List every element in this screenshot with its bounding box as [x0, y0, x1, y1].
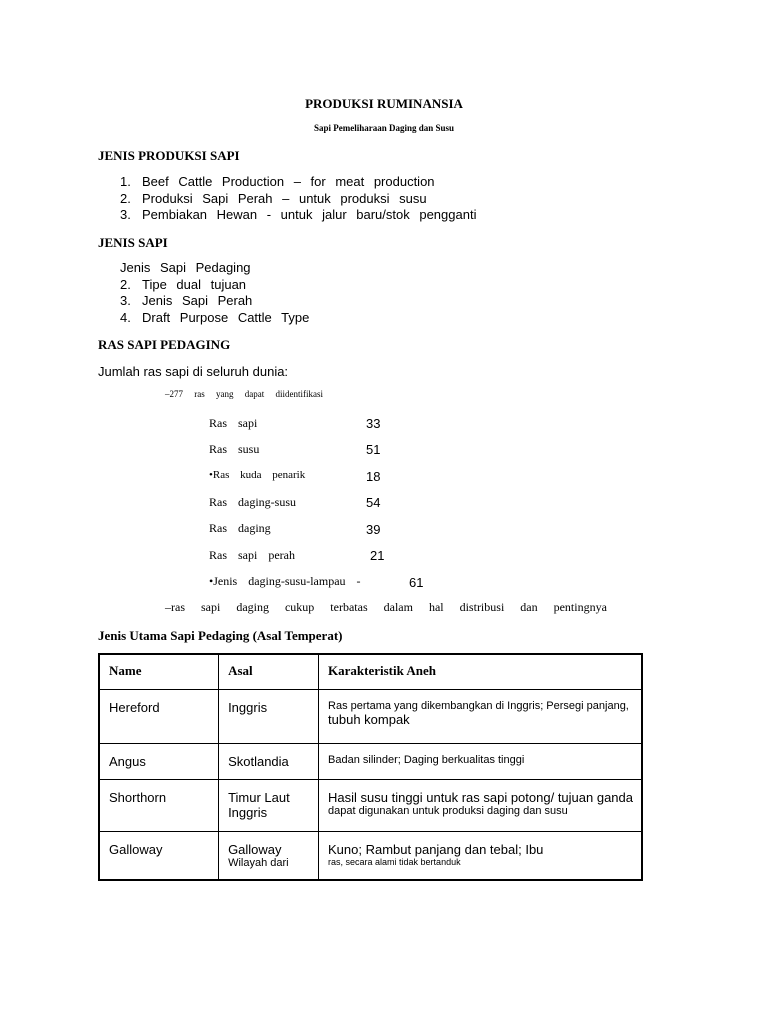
document-title: PRODUKSI RUMINANSIA — [305, 96, 463, 111]
list-item: 2. Produksi Sapi Perah – untuk produksi susu — [120, 190, 427, 206]
list-item: 3. Pembiakan Hewan - untuk jalur baru/stok pengganti — [120, 207, 477, 222]
column-header-origin: Asal — [219, 654, 319, 690]
section-heading-table: Jenis Utama Sapi Pedaging (Asal Temperat) — [98, 628, 343, 643]
breed-label: •Jenis daging-susu-lampau - — [209, 574, 361, 588]
cell-origin: Skotlandia — [219, 744, 319, 780]
breed-count: 54 — [366, 495, 381, 510]
jenis-list — [120, 260, 309, 326]
cell-traits: Ras pertama yang dikembangkan di Inggris; Persegi panjang, tubuh kompak — [319, 690, 642, 744]
list-item: 2. Tipe dual tujuan — [120, 276, 247, 292]
breed-count: 18 — [366, 469, 381, 484]
table-row — [99, 690, 642, 744]
section-heading-produksi: JENIS PRODUKSI SAPI — [98, 148, 240, 163]
table-row — [99, 780, 642, 832]
ras-note: –ras sapi daging cukup terbatas dalam hal distribusi dan pentingnya — [165, 600, 607, 614]
list-item: 3. Jenis Sapi Perah — [120, 293, 253, 308]
cell-name: Hereford — [99, 690, 219, 744]
produksi-list — [120, 174, 476, 224]
cell-traits: Badan silinder; Daging berkualitas tinggi — [319, 744, 642, 780]
document-subtitle: Sapi Pemeliharaan Daging dan Susu — [313, 123, 455, 133]
list-item: 4. Draft Purpose Cattle Type — [120, 309, 310, 325]
column-header-traits: Karakteristik Aneh — [319, 654, 642, 690]
cell-traits: Hasil susu tinggi untuk ras sapi potong/ tujuan ganda dapat digunakan untuk produksi daging dan susu — [319, 780, 642, 832]
section-heading-jenis: JENIS SAPI — [98, 235, 168, 250]
cell-origin: Galloway Wilayah dari — [219, 832, 319, 880]
cell-name: Galloway — [99, 832, 219, 880]
breed-count: 51 — [366, 442, 381, 457]
breed-label: Ras susu — [209, 442, 260, 456]
cell-traits: Kuno; Rambut panjang dan tebal; Ibu ras, secara alami tidak bertanduk — [319, 832, 642, 880]
list-item: 1. Beef Cattle Production – for meat production — [120, 174, 435, 189]
ras-intro: Jumlah ras sapi di seluruh dunia: — [98, 364, 289, 379]
breed-count: 21 — [370, 548, 385, 563]
breed-label: Ras daging — [209, 521, 271, 535]
breed-label: Ras sapi perah — [209, 548, 295, 562]
cell-name: Angus — [99, 744, 219, 780]
table-row — [99, 744, 642, 780]
list-item: Jenis Sapi Pedaging — [120, 260, 251, 275]
breed-label: Ras daging-susu — [209, 495, 296, 509]
breed-count: 33 — [366, 416, 381, 431]
ras-identified-count: –277 ras yang dapat diidentifikasi — [165, 389, 323, 399]
table-header-row — [99, 654, 642, 690]
breed-label: Ras sapi — [209, 416, 258, 430]
section-heading-ras: RAS SAPI PEDAGING — [98, 337, 231, 352]
breed-count: 61 — [409, 575, 424, 590]
breed-label: •Ras kuda penarik — [209, 469, 306, 481]
breed-count: 39 — [366, 522, 381, 537]
table-row — [99, 832, 642, 880]
cell-origin: Inggris — [219, 690, 319, 744]
column-header-name: Name — [99, 654, 219, 690]
breed-table — [98, 653, 643, 881]
cell-origin: Timur Laut Inggris — [219, 780, 319, 832]
cell-name: Shorthorn — [99, 780, 219, 832]
